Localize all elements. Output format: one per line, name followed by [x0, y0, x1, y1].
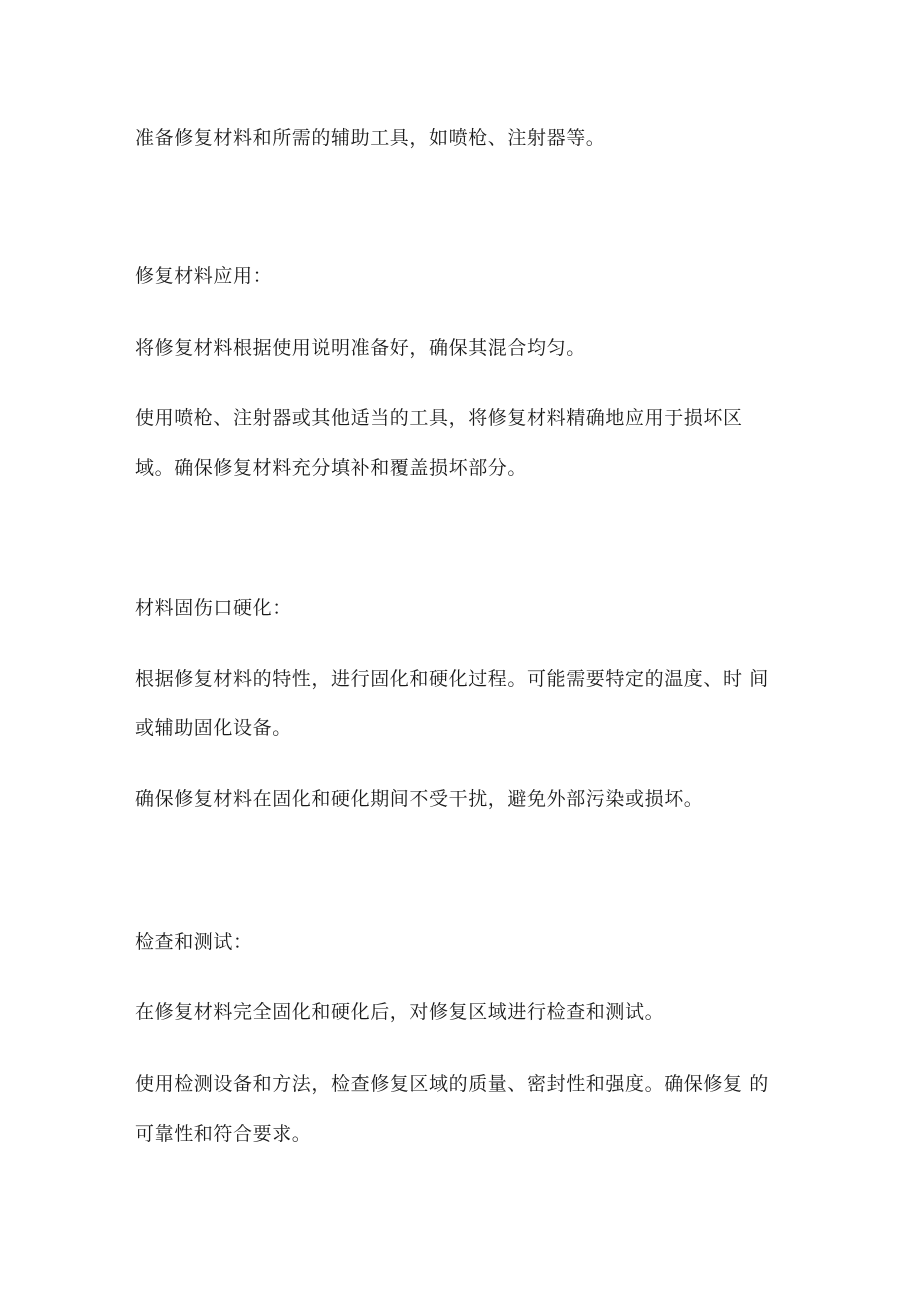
paragraph-inspection: 在修复材料完全固化和硬化后，对修复区域进行检查和测试。 — [135, 1001, 665, 1023]
paragraph-curing-line2: 或辅助固化设备。 — [135, 717, 292, 739]
heading-inspection-testing: 检查和测试： — [135, 931, 253, 953]
paragraph-prepare-material: 将修复材料根据使用说明准备好，确保其混合均匀。 — [135, 337, 586, 359]
paragraph-testing-line2: 可靠性和符合要求。 — [135, 1123, 312, 1145]
paragraph-apply-material-line2: 域。确保修复材料充分填补和覆盖损坏部分。 — [135, 457, 528, 479]
paragraph-prepare-tools: 准备修复材料和所需的辅助工具，如喷枪、注射器等。 — [135, 127, 606, 149]
paragraph-curing-line1: 根据修复材料的特性，进行固化和硬化过程。可能需要特定的温度、时 间 — [135, 668, 769, 690]
paragraph-avoid-contamination: 确保修复材料在固化和硬化期间不受干扰，避免外部污染或损坏。 — [135, 788, 704, 810]
heading-material-application: 修复材料应用： — [135, 265, 273, 287]
paragraph-apply-material-line1: 使用喷枪、注射器或其他适当的工具，将修复材料精确地应用于损坏区 — [135, 407, 743, 429]
paragraph-testing-line1: 使用检测设备和方法，检查修复区域的质量、密封性和强度。确保修复 的 — [135, 1073, 769, 1095]
heading-curing-hardening: 材料固伤口硬化： — [135, 597, 292, 619]
